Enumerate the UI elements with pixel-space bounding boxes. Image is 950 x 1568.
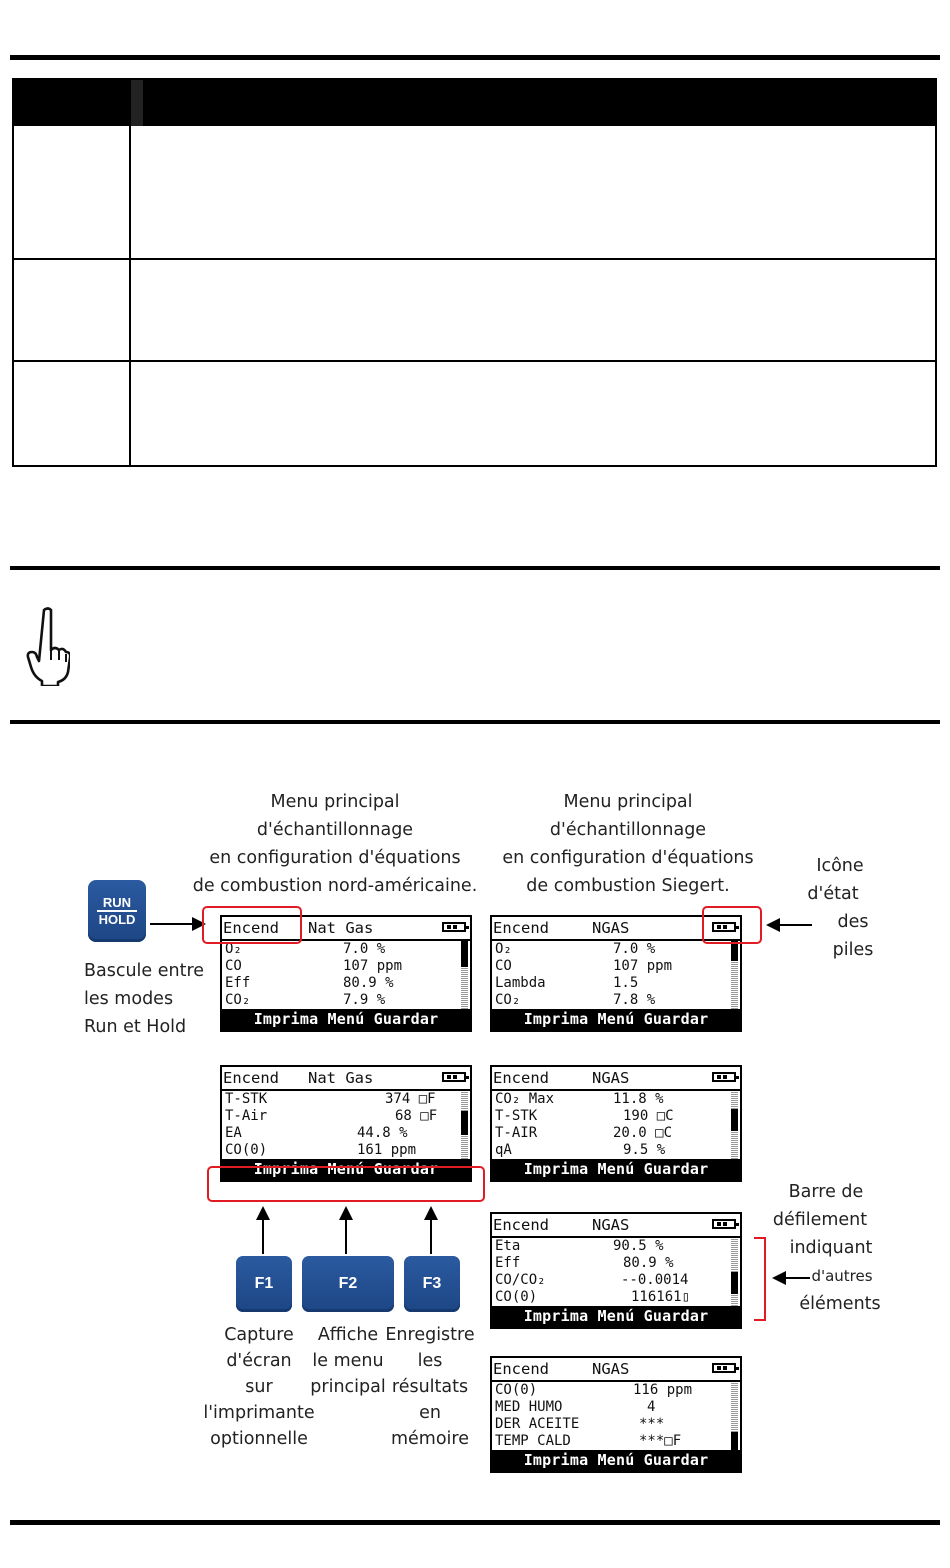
- caption-f2: Affiche le menu principal: [310, 1325, 386, 1397]
- mode-label: Encend: [223, 1069, 279, 1087]
- fuel-label: NGAS: [592, 919, 630, 937]
- reading-row: O₂ 7.0 %: [495, 941, 656, 957]
- caption-f1: Capture d'écran sur l'imprimante optionnelle: [203, 1325, 315, 1449]
- caption-north-american: Menu principal d'échantillonnage en configuration d'équations de combustion nord-américaine.: [192, 792, 478, 896]
- mode-label: Encend: [493, 919, 549, 937]
- battery-icon: [712, 1072, 736, 1082]
- reading-row: Eff 80.9 %: [495, 1255, 674, 1271]
- table-row-line: [14, 258, 935, 260]
- f3-arrow: [430, 1218, 432, 1254]
- caption-battery-icon: Icône d'état des piles: [807, 856, 874, 960]
- reading-row: CO₂ Max 11.8 %: [495, 1091, 664, 1107]
- caption-siegert: Menu principal d'échantillonnage en configuration d'équations de combustion Siegert.: [502, 792, 754, 896]
- battery-arrow: [778, 924, 812, 926]
- highlight-mode-label: [202, 906, 302, 944]
- lcd-screen-siegert-3: [490, 1212, 742, 1329]
- reading-row: MED HUMO 4: [495, 1399, 656, 1415]
- battery-icon: [712, 1363, 736, 1373]
- reading-row: CO(0) 161 ppm: [225, 1142, 417, 1158]
- highlight-battery-icon: [702, 906, 762, 944]
- battery-icon: [712, 1219, 736, 1229]
- mode-label: Encend: [493, 1360, 549, 1378]
- table-header: [14, 80, 935, 126]
- reading-row: T-AIR 20.0 □C: [495, 1125, 673, 1141]
- scrollbar: [461, 1091, 468, 1159]
- reading-row: CO/CO₂ --0.0014: [495, 1272, 689, 1288]
- reading-row: EA 44.8 %: [225, 1125, 408, 1141]
- scrollbar: [731, 1238, 738, 1306]
- lcd-screen-na-2: [220, 1065, 472, 1182]
- reading-row: Lambda 1.5: [495, 975, 639, 991]
- pointing-hand-icon: [24, 606, 70, 686]
- mode-label: Encend: [493, 1069, 549, 1087]
- arrow-head-icon: [256, 1206, 270, 1220]
- softkey-bar: Imprima Menú Guardar: [492, 1450, 740, 1471]
- highlight-softkey-bar: [207, 1166, 485, 1202]
- softkey-bar: Imprima Menú Guardar: [222, 1159, 470, 1180]
- arrow-head-icon: [339, 1206, 353, 1220]
- reading-row: qA 9.5 %: [495, 1142, 666, 1158]
- reading-row: CO(0) 116161▯: [495, 1289, 691, 1305]
- caption-f3: Enregistre les résultats en mémoire: [385, 1325, 475, 1449]
- table-header-divider: [129, 80, 143, 126]
- reading-row: Eff 80.9 %: [225, 975, 394, 991]
- f1-key[interactable]: F1: [236, 1256, 292, 1312]
- fuel-label: Nat Gas: [308, 919, 374, 937]
- reading-row: TEMP CALD ***□F: [495, 1433, 682, 1449]
- softkey-bar: Imprima Menú Guardar: [222, 1009, 470, 1030]
- reading-row: T-STK 190 □C: [495, 1108, 674, 1124]
- f1-arrow: [262, 1218, 264, 1254]
- battery-icon: [442, 1072, 466, 1082]
- softkey-bar: Imprima Menú Guardar: [492, 1159, 740, 1180]
- scrollbar: [461, 941, 468, 1009]
- note-top-rule: [10, 566, 940, 570]
- runhold-arrow: [150, 923, 196, 925]
- run-hold-key[interactable]: RUN HOLD: [88, 880, 146, 942]
- softkey-bar: Imprima Menú Guardar: [492, 1306, 740, 1327]
- caption-scrollbar: Barre de défilement indiquant d'autres éléments: [772, 1182, 881, 1314]
- fuel-label: NGAS: [592, 1216, 630, 1234]
- caption-run-hold: Bascule entre les modes Run et Hold: [84, 961, 205, 1037]
- arrow-head-icon: [766, 918, 780, 932]
- mode-label: Encend: [493, 1216, 549, 1234]
- top-rule: [10, 55, 940, 60]
- reading-row: CO₂ 7.8 %: [495, 992, 656, 1008]
- scrollbar: [731, 1382, 738, 1450]
- battery-icon: [442, 922, 466, 932]
- reading-row: T-Air 68 □F: [225, 1108, 438, 1124]
- lcd-screen-siegert-4: [490, 1356, 742, 1473]
- info-table: [12, 78, 937, 467]
- bottom-rule: [10, 1520, 940, 1525]
- f2-arrow: [345, 1218, 347, 1254]
- lcd-screen-siegert-2: [490, 1065, 742, 1182]
- reading-row: Eta 90.5 %: [495, 1238, 664, 1254]
- arrow-head-icon: [424, 1206, 438, 1220]
- fuel-label: Nat Gas: [308, 1069, 374, 1087]
- table-column-divider: [129, 80, 131, 465]
- f2-key[interactable]: F2: [302, 1256, 394, 1312]
- reading-row: CO 107 ppm: [495, 958, 673, 974]
- f3-key[interactable]: F3: [404, 1256, 460, 1312]
- fuel-label: NGAS: [592, 1360, 630, 1378]
- table-row-line: [14, 360, 935, 362]
- reading-row: O₂ 7.0 %: [225, 941, 386, 957]
- reading-row: CO₂ 7.9 %: [225, 992, 386, 1008]
- scrollbar: [731, 1091, 738, 1159]
- fuel-label: NGAS: [592, 1069, 630, 1087]
- reading-row: DER ACEITE ***: [495, 1416, 665, 1432]
- softkey-bar: Imprima Menú Guardar: [492, 1009, 740, 1030]
- scrollbar: [731, 941, 738, 1009]
- reading-row: CO(0) 116 ppm: [495, 1382, 693, 1398]
- note-bottom-rule: [10, 720, 940, 724]
- mode-label: Encend: [223, 919, 279, 937]
- reading-row: CO 107 ppm: [225, 958, 403, 974]
- reading-row: T-STK 374 □F: [225, 1091, 436, 1107]
